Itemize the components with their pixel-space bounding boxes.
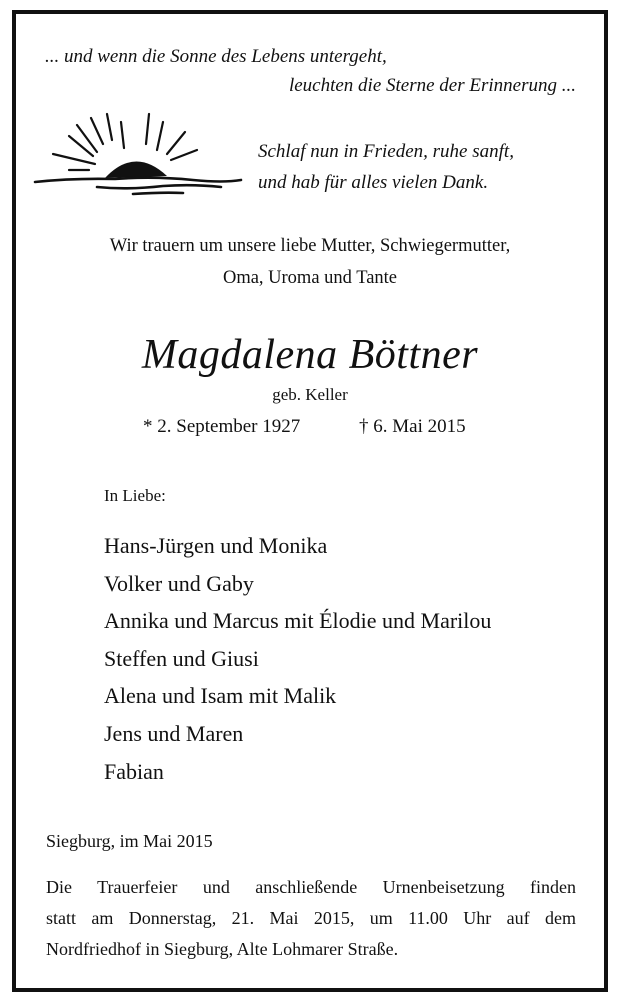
service-details [46, 872, 576, 965]
death-date: † 6. Mai 2015 [359, 416, 466, 437]
mourner-entry: Steffen und Giusi [104, 645, 259, 671]
service-line: statt am Donnerstag, 21. Mai 2015, um 11.00 Uhr auf dem [46, 908, 576, 928]
verse-line-2: und hab für alles vielen Dank. [258, 172, 489, 193]
mourner-entry: Alena und Isam mit Malik [104, 683, 337, 709]
mourners-heading: In Liebe: [104, 486, 166, 505]
mourner-entry: Annika und Marcus mit Élodie und Marilou [104, 608, 492, 634]
motto-line-2: leuchten die Sterne der Erinnerung ... [288, 75, 576, 96]
mourner-entry: Jens und Maren [104, 720, 244, 746]
mourners-list [104, 527, 491, 790]
deceased-name: Magdalena Böttner [141, 332, 479, 378]
verse-line-1: Schlaf nun in Frieden, ruhe sanft, [258, 141, 514, 162]
mourner-entry: Hans-Jürgen und Monika [104, 533, 328, 558]
mourner-entry: Fabian [104, 758, 164, 784]
intro-line-2: Oma, Uroma und Tante [222, 268, 398, 288]
maiden-name: geb. Keller [272, 385, 348, 404]
birth-date: * 2. September 1927 [143, 416, 301, 437]
intro-line-1: Wir trauern um unsere liebe Mutter, Schwiegermutter, [109, 236, 511, 256]
motto-line-1: ... und wenn die Sonne des Lebens untergeht, [45, 46, 387, 67]
place-date: Siegburg, im Mai 2015 [46, 831, 213, 851]
service-line: Nordfriedhof in Siegburg, Alte Lohmarer Straße. [46, 939, 399, 959]
service-line: Die Trauerfeier und anschließende Urnenbeisetzung finden [46, 877, 576, 897]
sunset-icon [33, 112, 245, 200]
mourner-entry: Volker und Gaby [104, 570, 254, 596]
